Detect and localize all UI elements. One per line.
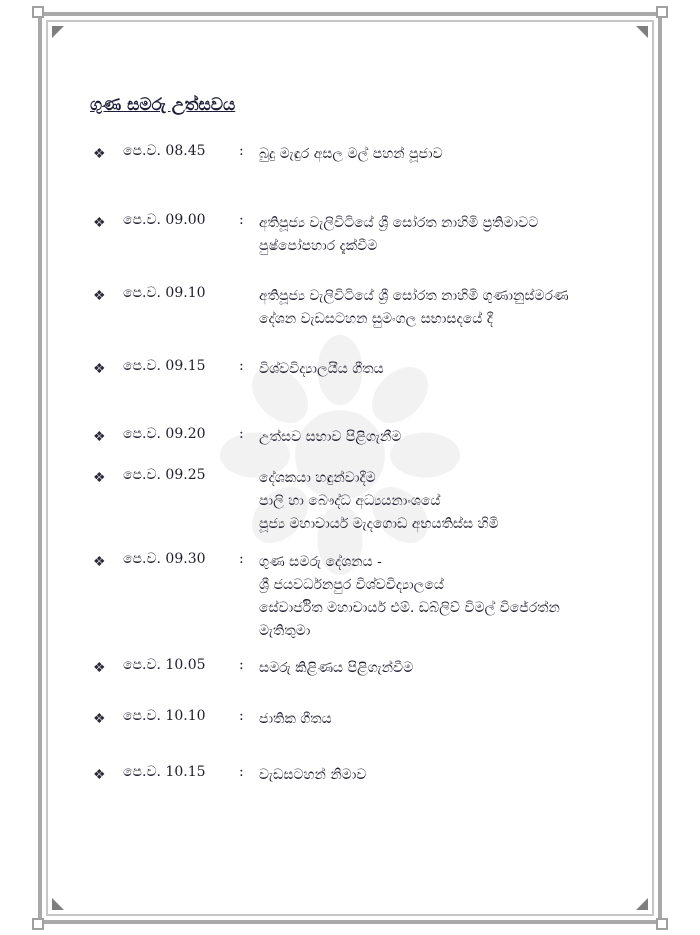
schedule-time: පෙ.ව. 10.05 bbox=[123, 657, 206, 673]
description-line: මැතිතුමා bbox=[259, 623, 311, 639]
schedule-colon: : bbox=[239, 143, 244, 159]
schedule-time: පෙ.ව. 09.15 bbox=[123, 358, 206, 374]
schedule-description bbox=[259, 467, 619, 536]
corner-square-bottom-left bbox=[32, 918, 44, 930]
diamond-bullet-icon: ❖ bbox=[93, 711, 106, 727]
diamond-bullet-icon: ❖ bbox=[93, 146, 106, 162]
schedule-colon: : bbox=[239, 764, 244, 780]
schedule-description bbox=[259, 426, 619, 449]
diamond-bullet-icon: ❖ bbox=[93, 660, 106, 676]
schedule-colon: : bbox=[239, 212, 244, 228]
schedule-colon: : bbox=[239, 551, 244, 567]
corner-triangle-top-left bbox=[52, 26, 64, 38]
description-line: ජාතික ගීතය bbox=[259, 711, 332, 727]
corner-triangle-bottom-right bbox=[636, 898, 648, 910]
description-line: දේශකයා හඳුන්වාදීම bbox=[259, 470, 376, 486]
description-line: ගුණ සමරු දේශනය - bbox=[259, 554, 382, 570]
schedule-description bbox=[259, 212, 619, 258]
corner-square-top-right bbox=[656, 6, 668, 18]
description-line: සේවාර්ජිත මහාචාර්ය එම්. ඩබ්ලිව් විමල් විජේරත්න bbox=[259, 600, 560, 616]
diamond-bullet-icon: ❖ bbox=[93, 429, 106, 445]
diamond-bullet-icon: ❖ bbox=[93, 361, 106, 377]
corner-square-top-left bbox=[32, 6, 44, 18]
schedule-time: පෙ.ව. 10.15 bbox=[123, 764, 206, 780]
schedule-description bbox=[259, 143, 619, 166]
schedule-time: පෙ.ව. 09.30 bbox=[123, 551, 206, 567]
description-line: අතිපූජ්‍ය වැලිවිටියේ ශ්‍රී සෝරත නාහිමි ප්‍රතිමාවට bbox=[259, 215, 539, 231]
page-title: ගුණ සමරු උත්සවය bbox=[90, 95, 236, 115]
schedule-time: පෙ.ව. 09.20 bbox=[123, 426, 206, 442]
description-line: වැඩසටහන් නිමාව bbox=[259, 767, 367, 783]
description-line: අතිපූජ්‍ය වැලිවිටියේ ශ්‍රී සෝරත නාහිමි ගුණානුස්මරණ bbox=[259, 288, 569, 304]
diamond-bullet-icon: ❖ bbox=[93, 470, 106, 486]
schedule-time: පෙ.ව. 08.45 bbox=[123, 143, 206, 159]
schedule-colon: : bbox=[239, 657, 244, 673]
schedule-description bbox=[259, 764, 619, 787]
schedule-time: පෙ.ව. 09.10 bbox=[123, 285, 206, 301]
description-line: විශ්වවිද්‍යාලයීය ගීතය bbox=[259, 361, 384, 377]
schedule-time: පෙ.ව. 09.00 bbox=[123, 212, 206, 228]
schedule-description bbox=[259, 551, 619, 643]
schedule-colon: : bbox=[239, 426, 244, 442]
schedule-description bbox=[259, 708, 619, 731]
corner-triangle-bottom-left bbox=[52, 898, 64, 910]
schedule-description bbox=[259, 285, 619, 331]
description-line: උත්සව සභාව පිළිගැනීම bbox=[259, 429, 402, 445]
corner-triangle-top-right bbox=[636, 26, 648, 38]
diamond-bullet-icon: ❖ bbox=[93, 215, 106, 231]
schedule-description bbox=[259, 358, 619, 381]
schedule-time: පෙ.ව. 10.10 bbox=[123, 708, 206, 724]
description-line: සමරු කිළිණය පිළිගැන්වීම bbox=[259, 660, 414, 676]
description-line: ශ්‍රී ජයවර්ධනපුර විශ්වවිද්‍යාලයේ bbox=[259, 577, 444, 593]
schedule-colon: : bbox=[239, 358, 244, 374]
diamond-bullet-icon: ❖ bbox=[93, 767, 106, 783]
schedule-description bbox=[259, 657, 619, 680]
description-line: බුදු මැඳුර අසල මල් පහන් පූජාව bbox=[259, 146, 443, 162]
schedule-time: පෙ.ව. 09.25 bbox=[123, 467, 206, 483]
description-line: දේශන වැඩසටහන සුමංගල සභාසදයේ දී bbox=[259, 311, 493, 327]
schedule-colon: : bbox=[239, 708, 244, 724]
description-line: පූජ්‍ය මහාචාර්ය මැදගොඩ අභයතිස්ස හිමි bbox=[259, 516, 499, 532]
diamond-bullet-icon: ❖ bbox=[93, 554, 106, 570]
description-line: පුෂ්පෝපහාර දැක්වීම bbox=[259, 238, 378, 254]
description-line: පාලි හා බෞද්ධ අධ්‍යයනාංශයේ bbox=[259, 493, 441, 509]
corner-square-bottom-right bbox=[656, 918, 668, 930]
diamond-bullet-icon: ❖ bbox=[93, 288, 106, 304]
